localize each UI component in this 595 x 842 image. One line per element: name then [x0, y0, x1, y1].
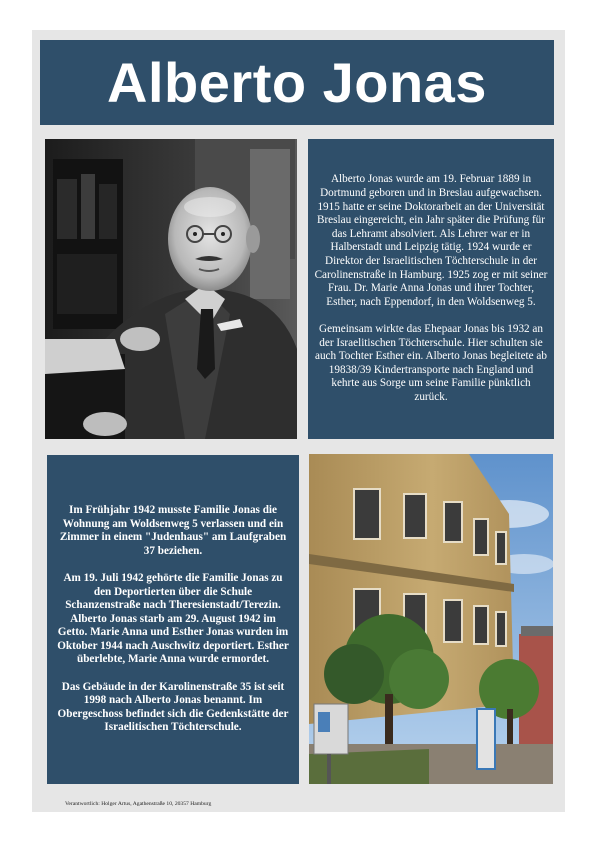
- history-paragraph-3: Das Gebäude in der Karolinenstraße 35 ist seit 1998 nach Alberto Jonas benannt. Im Obergeschoss befindet sich die Gedenkstätte der Israelitischen Töchterschule.: [57, 680, 289, 734]
- biography-paragraph-2: Gemeinsam wirkte das Ehepaar Jonas bis 1932 an der Israelitischen Töchterschule. Hier schulten sie auch Tochter Esther ein. Alberto Jonas begleitete ab 19838/39 Kindertransporte nach England und kehrte aus Sorge um seine Familie pünktlich zurück.: [314, 322, 547, 403]
- history-paragraph-1: Im Frühjahr 1942 musste Familie Jonas die Wohnung am Woldsenweg 5 verlassen und ein Zimmer in einem "Judenhaus" am Laufgraben 37 beziehen.: [59, 503, 287, 557]
- title-banner: [40, 40, 554, 125]
- biography-text-panel: [308, 139, 554, 439]
- biography-paragraph-1: Alberto Jonas wurde am 19. Februar 1889 in Dortmund geboren und in Breslau aufgewachsen. 1915 hatte er seine Doktorarbeit an der Universität Breslau eingereicht, ein Jahr später die Prüfung für das Lehramt absolviert. Als Lehrer war er in Halberstadt und Leipzig tätig. 1924 wurde er Direktor der Israelitischen Töchterschule in der Carolinenstraße in Hamburg. 1925 zog er mit seiner Frau. Dr. Marie Anna Jonas und ihrer Tochter, Esther, nach Eppendorf, in den Woldsenweg 5.: [314, 173, 548, 308]
- history-text-panel: [47, 455, 299, 784]
- school-building-photo: [309, 454, 553, 784]
- footer-imprint: Verantwortlich: Holger Artus, Agathenstraße 10, 20357 Hamburg: [65, 801, 212, 807]
- portrait-photo: [45, 139, 297, 439]
- page-title: Alberto Jonas: [107, 51, 487, 114]
- history-paragraph-2: Am 19. Juli 1942 gehörte die Familie Jonas zu den Deportierten über die Schule Schanzenstraße nach Theresienstadt/Terezin. Alberto Jonas starb am 29. August 1942 im Getto. Marie Anna und Esther Jonas wurden im Oktober 1944 nach Auschwitz deportiert. Esther überlebte, Marie Anna wurde ermordet.: [57, 571, 289, 666]
